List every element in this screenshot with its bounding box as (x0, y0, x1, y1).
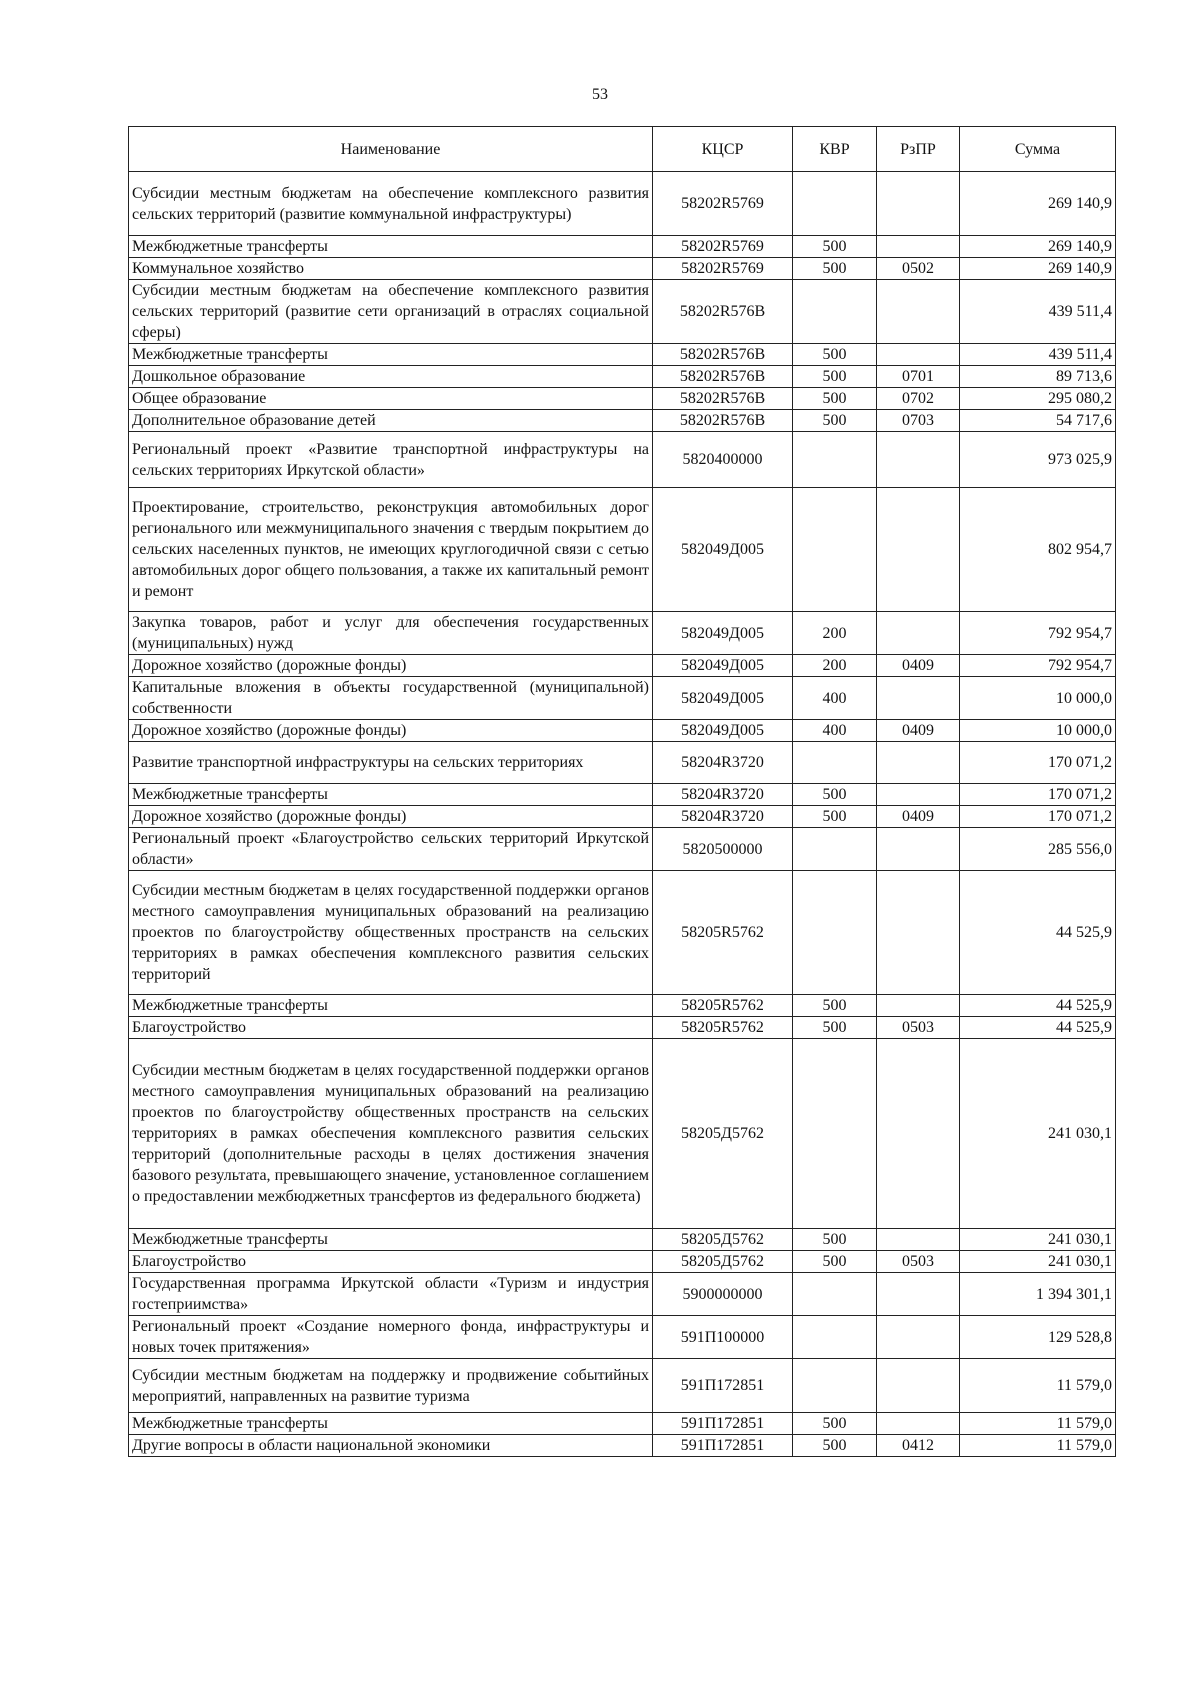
cell-sum: 973 025,9 (960, 432, 1116, 488)
table-row (129, 871, 1116, 995)
table-row (129, 1359, 1116, 1413)
cell-rzpr: 0502 (877, 258, 960, 280)
cell-name: Коммунальное хозяйство (129, 258, 653, 280)
cell-rzpr: 0701 (877, 366, 960, 388)
cell-name: Межбюджетные трансферты (129, 995, 653, 1017)
cell-rzpr (877, 488, 960, 612)
cell-kcsr: 58204R3720 (653, 742, 793, 784)
table-row (129, 172, 1116, 236)
cell-kcsr: 58202R576B (653, 280, 793, 344)
table-row (129, 1435, 1116, 1457)
cell-name: Государственная программа Иркутской области «Туризм и индустрия гостеприимства» (129, 1273, 653, 1316)
cell-kcsr: 58202R576B (653, 410, 793, 432)
cell-rzpr (877, 612, 960, 655)
table-row (129, 236, 1116, 258)
cell-kvr: 500 (793, 366, 877, 388)
cell-kcsr: 5820400000 (653, 432, 793, 488)
cell-rzpr (877, 172, 960, 236)
cell-sum: 44 525,9 (960, 995, 1116, 1017)
cell-kvr: 200 (793, 612, 877, 655)
cell-kvr (793, 828, 877, 871)
cell-kvr: 400 (793, 720, 877, 742)
cell-kvr: 500 (793, 995, 877, 1017)
cell-kvr: 500 (793, 1413, 877, 1435)
cell-kvr (793, 432, 877, 488)
cell-kvr: 500 (793, 410, 877, 432)
table-row (129, 655, 1116, 677)
table-row (129, 742, 1116, 784)
cell-kcsr: 58202R576B (653, 388, 793, 410)
header-kcsr: КЦСР (653, 127, 793, 172)
cell-name: Дополнительное образование детей (129, 410, 653, 432)
table-row (129, 1251, 1116, 1273)
cell-kvr (793, 1039, 877, 1229)
cell-sum: 11 579,0 (960, 1413, 1116, 1435)
cell-kcsr: 582049Д005 (653, 655, 793, 677)
cell-sum: 44 525,9 (960, 871, 1116, 995)
cell-kcsr: 58205R5762 (653, 871, 793, 995)
cell-name: Межбюджетные трансферты (129, 1413, 653, 1435)
header-rzpr: РзПР (877, 127, 960, 172)
cell-kvr (793, 1359, 877, 1413)
table-row (129, 806, 1116, 828)
table-row (129, 995, 1116, 1017)
cell-kvr: 500 (793, 258, 877, 280)
table-row (129, 677, 1116, 720)
cell-kvr: 200 (793, 655, 877, 677)
cell-kcsr: 5900000000 (653, 1273, 793, 1316)
cell-name: Благоустройство (129, 1017, 653, 1039)
cell-sum: 241 030,1 (960, 1229, 1116, 1251)
cell-name: Субсидии местным бюджетам на обеспечение комплексного развития сельских территорий (развитие сети организаций в отраслях социальной сферы) (129, 280, 653, 344)
cell-sum: 792 954,7 (960, 655, 1116, 677)
cell-sum: 129 528,8 (960, 1316, 1116, 1359)
cell-rzpr: 0503 (877, 1017, 960, 1039)
cell-rzpr (877, 1359, 960, 1413)
cell-rzpr (877, 828, 960, 871)
cell-rzpr: 0409 (877, 806, 960, 828)
cell-sum: 89 713,6 (960, 366, 1116, 388)
table-row (129, 1273, 1116, 1316)
cell-kvr: 500 (793, 388, 877, 410)
table-row (129, 1229, 1116, 1251)
cell-sum: 269 140,9 (960, 258, 1116, 280)
cell-rzpr (877, 1413, 960, 1435)
cell-name: Субсидии местным бюджетам в целях государственной поддержки органов местного самоуправления муниципальных образований на реализацию проектов по благоустройству общественных пространств на сельских территориях в рамках обеспечения комплексного развития сельских территорий (дополнительные расходы в целях достижения значения базового результата, превышающего значение, установленное соглашением о предоставлении межбюджетных трансфертов из федерального бюджета) (129, 1039, 653, 1229)
header-sum: Сумма (960, 127, 1116, 172)
cell-kcsr: 58204R3720 (653, 806, 793, 828)
cell-kvr: 500 (793, 1229, 877, 1251)
cell-sum: 269 140,9 (960, 172, 1116, 236)
cell-kvr: 500 (793, 1435, 877, 1457)
cell-kvr: 400 (793, 677, 877, 720)
cell-rzpr: 0503 (877, 1251, 960, 1273)
cell-name: Закупка товаров, работ и услуг для обеспечения государственных (муниципальных) нужд (129, 612, 653, 655)
cell-kvr (793, 488, 877, 612)
cell-rzpr (877, 432, 960, 488)
cell-rzpr (877, 236, 960, 258)
cell-sum: 170 071,2 (960, 806, 1116, 828)
cell-sum: 792 954,7 (960, 612, 1116, 655)
cell-name: Межбюджетные трансферты (129, 1229, 653, 1251)
table-body (129, 172, 1116, 1457)
table-row (129, 388, 1116, 410)
cell-rzpr (877, 784, 960, 806)
cell-name: Дошкольное образование (129, 366, 653, 388)
cell-rzpr (877, 677, 960, 720)
cell-kcsr: 58205Д5762 (653, 1229, 793, 1251)
cell-kcsr: 591П172851 (653, 1413, 793, 1435)
cell-name: Региональный проект «Благоустройство сельских территорий Иркутской области» (129, 828, 653, 871)
cell-kvr: 500 (793, 806, 877, 828)
cell-rzpr (877, 1316, 960, 1359)
cell-sum: 10 000,0 (960, 720, 1116, 742)
cell-rzpr: 0409 (877, 720, 960, 742)
cell-sum: 170 071,2 (960, 784, 1116, 806)
cell-kvr: 500 (793, 784, 877, 806)
table-row (129, 258, 1116, 280)
cell-rzpr (877, 1273, 960, 1316)
table-row (129, 410, 1116, 432)
cell-rzpr (877, 344, 960, 366)
cell-sum: 269 140,9 (960, 236, 1116, 258)
cell-kcsr: 58202R5769 (653, 236, 793, 258)
cell-sum: 241 030,1 (960, 1251, 1116, 1273)
cell-kvr: 500 (793, 1017, 877, 1039)
cell-sum: 54 717,6 (960, 410, 1116, 432)
cell-kvr (793, 742, 877, 784)
cell-sum: 241 030,1 (960, 1039, 1116, 1229)
cell-name: Дорожное хозяйство (дорожные фонды) (129, 655, 653, 677)
header-kvr: КВР (793, 127, 877, 172)
cell-name: Субсидии местным бюджетам на обеспечение комплексного развития сельских территорий (развитие коммунальной инфраструктуры) (129, 172, 653, 236)
cell-rzpr (877, 280, 960, 344)
cell-kcsr: 58202R576B (653, 344, 793, 366)
cell-sum: 439 511,4 (960, 280, 1116, 344)
cell-kcsr: 5820500000 (653, 828, 793, 871)
table-row (129, 1017, 1116, 1039)
table-header (129, 127, 1116, 172)
cell-kcsr: 58202R576B (653, 366, 793, 388)
cell-name: Межбюджетные трансферты (129, 344, 653, 366)
cell-kcsr: 591П100000 (653, 1316, 793, 1359)
cell-rzpr (877, 995, 960, 1017)
cell-kcsr: 58202R5769 (653, 258, 793, 280)
cell-name: Развитие транспортной инфраструктуры на сельских территориях (129, 742, 653, 784)
cell-rzpr: 0412 (877, 1435, 960, 1457)
cell-kcsr: 582049Д005 (653, 720, 793, 742)
cell-kcsr: 58204R3720 (653, 784, 793, 806)
table-row (129, 784, 1116, 806)
cell-kcsr: 582049Д005 (653, 612, 793, 655)
cell-rzpr (877, 1039, 960, 1229)
cell-kvr (793, 280, 877, 344)
cell-name: Субсидии местным бюджетам в целях государственной поддержки органов местного самоуправления муниципальных образований на реализацию проектов по благоустройству общественных пространств на сельских территориях в рамках обеспечения комплексного развития сельских территорий (129, 871, 653, 995)
cell-name: Дорожное хозяйство (дорожные фонды) (129, 806, 653, 828)
cell-sum: 11 579,0 (960, 1359, 1116, 1413)
cell-kvr: 500 (793, 236, 877, 258)
cell-sum: 285 556,0 (960, 828, 1116, 871)
table-row (129, 1039, 1116, 1229)
cell-sum: 170 071,2 (960, 742, 1116, 784)
cell-name: Общее образование (129, 388, 653, 410)
cell-name: Капитальные вложения в объекты государственной (муниципальной) собственности (129, 677, 653, 720)
page-number: 53 (592, 86, 608, 103)
table-row (129, 1316, 1116, 1359)
cell-name: Межбюджетные трансферты (129, 236, 653, 258)
cell-kcsr: 58202R5769 (653, 172, 793, 236)
cell-name: Региональный проект «Развитие транспортной инфраструктуры на сельских территориях Иркутской области» (129, 432, 653, 488)
cell-sum: 439 511,4 (960, 344, 1116, 366)
cell-kvr (793, 871, 877, 995)
cell-name: Проектирование, строительство, реконструкция автомобильных дорог регионального или межмуниципального значения с твердым покрытием до сельских населенных пунктов, не имеющих круглогодичной связи с сетью автомобильных дорог общего пользования, а также их капитальный ремонт и ремонт (129, 488, 653, 612)
table-row (129, 720, 1116, 742)
cell-sum: 10 000,0 (960, 677, 1116, 720)
cell-kvr (793, 1316, 877, 1359)
cell-name: Другие вопросы в области национальной экономики (129, 1435, 653, 1457)
cell-sum: 11 579,0 (960, 1435, 1116, 1457)
cell-sum: 295 080,2 (960, 388, 1116, 410)
table-row (129, 1413, 1116, 1435)
header-row (129, 127, 1116, 172)
cell-kcsr: 591П172851 (653, 1435, 793, 1457)
cell-name: Дорожное хозяйство (дорожные фонды) (129, 720, 653, 742)
cell-rzpr: 0702 (877, 388, 960, 410)
header-name: Наименование (129, 127, 653, 172)
cell-rzpr (877, 871, 960, 995)
cell-sum: 802 954,7 (960, 488, 1116, 612)
table-row (129, 488, 1116, 612)
cell-rzpr (877, 742, 960, 784)
cell-sum: 1 394 301,1 (960, 1273, 1116, 1316)
cell-kcsr: 58205R5762 (653, 995, 793, 1017)
cell-kvr: 500 (793, 1251, 877, 1273)
table-row (129, 432, 1116, 488)
cell-kcsr: 582049Д005 (653, 488, 793, 612)
cell-kcsr: 582049Д005 (653, 677, 793, 720)
cell-kvr (793, 172, 877, 236)
cell-kcsr: 58205Д5762 (653, 1251, 793, 1273)
cell-rzpr (877, 1229, 960, 1251)
cell-kcsr: 58205Д5762 (653, 1039, 793, 1229)
cell-name: Региональный проект «Создание номерного фонда, инфраструктуры и новых точек притяжения» (129, 1316, 653, 1359)
cell-kcsr: 58205R5762 (653, 1017, 793, 1039)
cell-kcsr: 591П172851 (653, 1359, 793, 1413)
cell-rzpr: 0409 (877, 655, 960, 677)
table-row (129, 344, 1116, 366)
budget-table (128, 126, 1116, 1457)
table-row (129, 366, 1116, 388)
cell-rzpr: 0703 (877, 410, 960, 432)
cell-sum: 44 525,9 (960, 1017, 1116, 1039)
table-row (129, 612, 1116, 655)
cell-name: Субсидии местным бюджетам на поддержку и продвижение событийных мероприятий, направленных на развитие туризма (129, 1359, 653, 1413)
cell-kvr: 500 (793, 344, 877, 366)
cell-name: Благоустройство (129, 1251, 653, 1273)
table-row (129, 828, 1116, 871)
cell-kvr (793, 1273, 877, 1316)
cell-name: Межбюджетные трансферты (129, 784, 653, 806)
table-row (129, 280, 1116, 344)
